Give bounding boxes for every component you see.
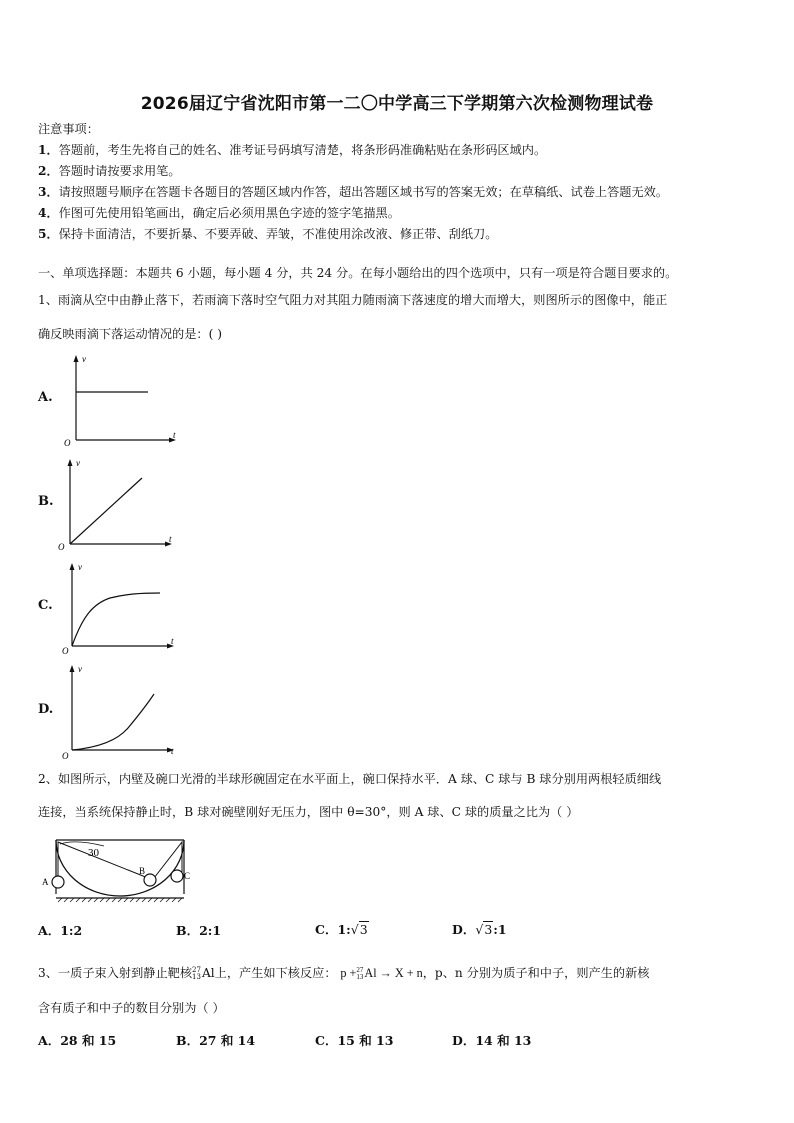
q1-option-b-graph xyxy=(56,456,186,552)
q3-option-a[interactable]: A．28 和 15 xyxy=(38,1033,117,1048)
v-axis-arrow xyxy=(70,665,75,672)
q3-option-c[interactable]: C．15 和 13 xyxy=(315,1033,394,1048)
notice-item: 4．作图可先使用铅笔画出，确定后必须用黑色字迹的签字笔描黑。 xyxy=(38,206,400,220)
q2-bowl-figure xyxy=(36,832,196,904)
q2-option-a[interactable]: A．1:2 xyxy=(38,923,83,938)
q1-option-c-label[interactable]: C. xyxy=(38,598,53,613)
t-axis-label: t xyxy=(171,636,174,646)
q3-stem-line2: 含有质子和中子的数目分别为（ ） xyxy=(38,1001,225,1015)
q3-option-b[interactable]: B．27 和 14 xyxy=(176,1033,256,1048)
origin-label: O xyxy=(62,751,69,760)
page-title: 2026届辽宁省沈阳市第一二〇中学高三下学期第六次检测物理试卷 xyxy=(140,94,654,114)
q1-option-b-label[interactable]: B. xyxy=(38,494,54,509)
notice-item: 2．答题时请按要求用笔。 xyxy=(38,164,181,178)
q1-curve-b xyxy=(70,478,142,544)
q1-curve-d xyxy=(72,694,154,750)
q1-option-d-graph xyxy=(58,662,188,760)
ball-a xyxy=(52,876,64,888)
ball-b xyxy=(144,874,156,886)
ball-b-label: B xyxy=(139,866,146,876)
q1-option-a-graph xyxy=(60,352,190,448)
v-axis-arrow xyxy=(70,563,75,570)
notice-item: 1．答题前，考生先将自己的姓名、准考证号码填写清楚，将条形码准确粘贴在条形码区域内。 xyxy=(38,143,547,157)
v-axis-arrow xyxy=(74,355,79,362)
q2-option-b[interactable]: B．2:1 xyxy=(176,923,222,938)
q2-stem-line1: 2、如图所示，内壁及碗口光滑的半球形碗固定在水平面上，碗口保持水平．A 球、C 球与 B 球分别用两根轻质细线 xyxy=(38,772,662,786)
section-heading: 一、单项选择题：本题共 6 小题，每小题 4 分，共 24 分。在每小题给出的四个选项中，只有一项是符合题目要求的。 xyxy=(38,266,678,280)
ball-c-label: C xyxy=(184,871,191,881)
q1-option-c-graph xyxy=(58,560,188,656)
target-nucleus: 27 13Al xyxy=(192,965,215,981)
reaction-equation: p +27 13Al → X + n xyxy=(340,966,423,982)
origin-label: O xyxy=(64,438,71,448)
origin-label: O xyxy=(62,646,69,656)
notice-item: 5．保持卡面清洁，不要折暴、不要弄破、弄皱，不准使用涂改液、修正带、刮纸刀。 xyxy=(38,227,498,241)
v-axis-label: v xyxy=(78,664,82,674)
q3-option-d[interactable]: D．14 和 13 xyxy=(452,1033,532,1048)
t-axis-label: t xyxy=(169,534,172,544)
ball-a-label: A xyxy=(42,877,49,887)
t-axis-label: t xyxy=(171,746,174,756)
v-axis-arrow xyxy=(68,459,73,466)
notice-item: 3．请按照题号顺序在答题卡各题目的答题区域内作答，超出答题区域书写的答案无效；在草稿纸、试卷上答题无效。 xyxy=(38,185,669,199)
q2-option-c[interactable]: C．1:√3 xyxy=(315,922,368,937)
q1-stem-line1: 1、雨滴从空中由静止落下，若雨滴下落时空气阻力对其阻力随雨滴下落速度的增大而增大，则图所示的图像中，能正 xyxy=(38,293,668,307)
v-axis-label: v xyxy=(82,354,86,364)
q1-option-a-label[interactable]: A. xyxy=(38,390,53,405)
q2-option-d[interactable]: D．√3:1 xyxy=(452,922,507,937)
t-axis-label: t xyxy=(173,430,176,440)
q3-stem-line1: 3、一质子束入射到静止靶核27 13Al上，产生如下核反应： p +27 13Al → X + n，p、n 分别为质子和中子，则产生的新核 xyxy=(38,965,650,982)
q1-stem-line2: 确反映雨滴下落运动情况的是：( ) xyxy=(38,327,223,341)
string-a-b xyxy=(58,842,148,878)
ball-c xyxy=(171,870,183,882)
theta-label: 30 xyxy=(88,847,99,859)
q1-option-d-label[interactable]: D. xyxy=(38,702,54,717)
v-axis-label: v xyxy=(76,458,80,468)
v-axis-label: v xyxy=(78,562,82,572)
notice-heading: 注意事项： xyxy=(38,122,99,136)
q1-curve-c xyxy=(72,593,160,646)
q2-stem-line2: 连接，当系统保持静止时，B 球对碗壁刚好无压力，图中 θ=30°，则 A 球、C 球的质量之比为（ ） xyxy=(38,805,579,819)
origin-label: O xyxy=(58,542,65,552)
